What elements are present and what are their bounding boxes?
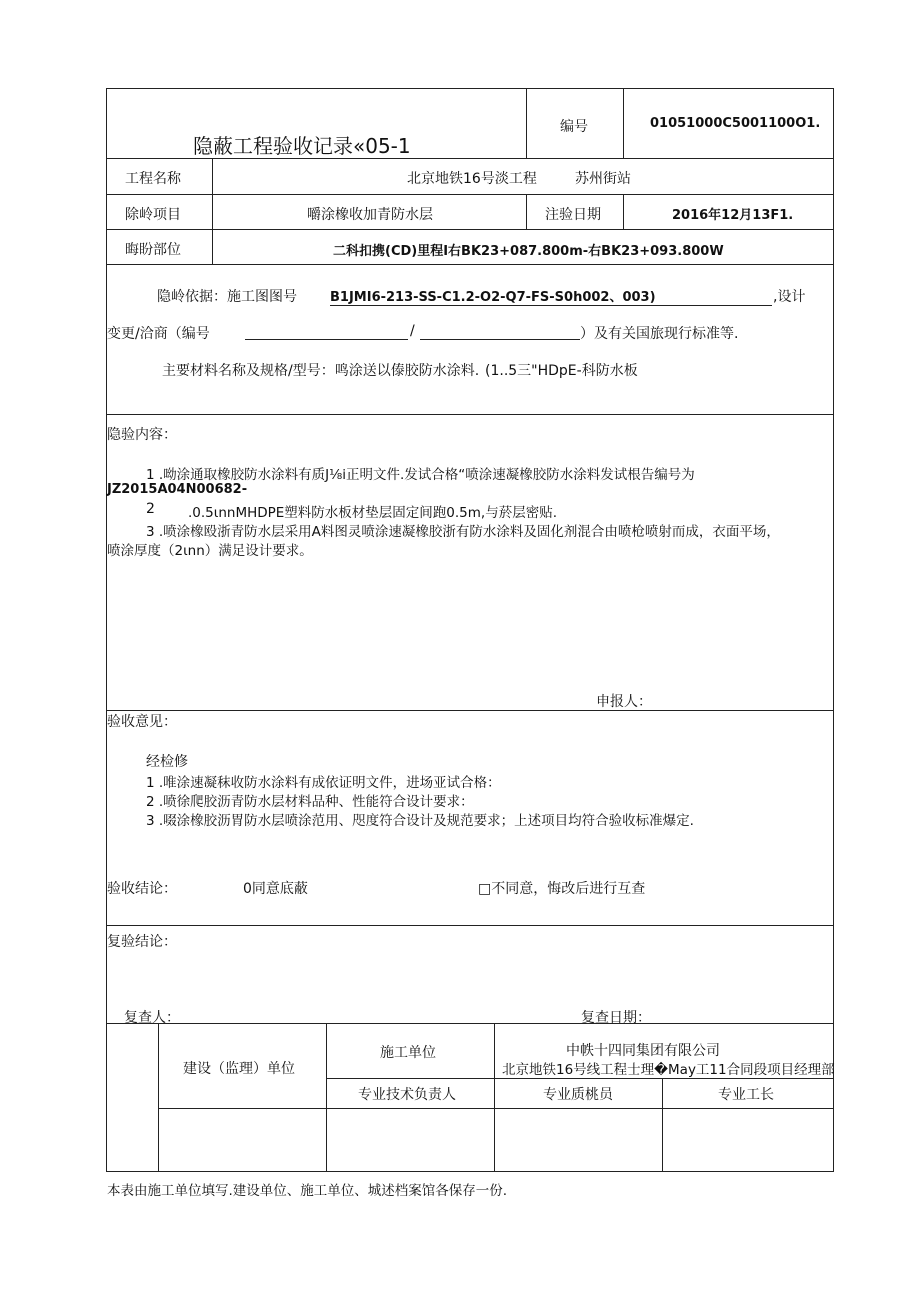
page-title: 隐蔽工程验收记录«05-1: [193, 134, 411, 158]
drawing-number-text: B1JMI6-213-SS-C1.2-O2-Q7-FS-S0h002、003): [330, 286, 772, 306]
recheck-label: 复验结论：: [107, 934, 177, 950]
opinion-label: 验收意见：: [107, 714, 177, 730]
footer-note: 本表由施工单位填写.建设单位、施工单位、城述档案馆各保存一份.: [107, 1183, 508, 1199]
owner-unit-label: 建设（监理）单位: [183, 1061, 295, 1077]
date-label: 注验日期: [545, 207, 601, 223]
content-item-2-number: 2: [146, 501, 155, 517]
date-value: 2016年12月13F1.: [672, 208, 794, 223]
project-name-value: 北京地铁16号淡工程: [407, 171, 537, 187]
content-item-1: 1 .呦涂通取橡胶防水涂料有质J⅛i正明文件.发试合格“喷涂速凝橡胶防水涂料发试根告编号为: [146, 467, 695, 483]
opinion-item-2: 2 .喷徐爬胶沥青防水层材料品种、性能符合设计要求：: [146, 794, 474, 810]
constructor-unit-label: 施工单位: [380, 1045, 436, 1061]
design-suffix: ,设计: [773, 289, 806, 305]
company-name-line-1: 中帙十四同集团有限公司: [566, 1043, 720, 1059]
location-label: 晦盼部位: [125, 242, 181, 258]
change-prefix: 变更/洽商（编号: [107, 326, 210, 342]
change-number-blank-2: [420, 322, 580, 340]
opinion-item-1: 1 .唯涂速凝秣收防水涂料有成依证明文件，进场亚试合格：: [146, 775, 501, 791]
drawing-number: [330, 286, 772, 306]
foreman-label: 专业工长: [718, 1087, 774, 1103]
item-label: 除岭项目: [125, 207, 181, 223]
number-value: 01051000C5001100O1.: [650, 116, 821, 131]
opinion-item-3: 3 .啜涂橡胶沥胃防水层喷涂范用、咫度符合设计及规范要求；上述项目均符合验收标准爆定.: [146, 813, 694, 829]
project-name-label: 工程名称: [125, 171, 181, 187]
conclusion-label: 验收结论：: [107, 881, 177, 897]
content-item-3: 3 .喷涂橡殴浙青防水层采用A料图灵喷涂速凝橡胶浙有防水涂料及固化剂混合由喷枪喷射而成，衣面平场，: [146, 524, 780, 540]
tech-lead-label: 专业技术负责人: [358, 1087, 456, 1103]
company-name-line-2: 北京地铁16号线工程士理�May工11合同段项目经理部: [502, 1062, 835, 1078]
location-value: 二科扣携(CD)里程I右BK23+087.800m-右BK23+093.800W: [333, 244, 724, 259]
content-item-1-report-no: JZ2015A04N00682-: [107, 482, 248, 497]
materials-value: (1..5三"HDpE-科防水板: [485, 363, 638, 379]
reporter-label: 申报人：: [596, 694, 652, 710]
station-name: 苏州街站: [575, 171, 631, 187]
number-label: 编号: [560, 119, 588, 135]
disagree-option: □不同意，悔改后进行互查: [478, 881, 646, 897]
item-value: 嚼涂橡收加青防水层: [307, 207, 433, 223]
change-suffix: ）及有关国旅现行标准等.: [580, 326, 739, 342]
materials-label: 主要材料名称及规格/型号：鸣涂送以傣胶防水涂料.: [162, 363, 480, 379]
recheck-person-label: 复查人：: [124, 1010, 180, 1026]
agree-option: 0同意底蔽: [243, 881, 308, 897]
quality-inspector-label: 专业质桃员: [543, 1087, 613, 1103]
change-number-blank-1: [245, 322, 408, 340]
opinion-intro: 经检修: [146, 754, 188, 770]
content-item-3-cont: 喷涂厚度（2ιnn）满足设计要求。: [107, 543, 313, 559]
recheck-date-label: 复查日期：: [581, 1010, 651, 1026]
basis-label: 隐岭依据：施工图图号: [157, 289, 297, 305]
content-label: 隐验内容：: [107, 427, 177, 443]
content-item-2: .0.5ιnnMHDPE塑料防水板材垫层固定间跑0.5m,与菸层密贴.: [188, 505, 558, 521]
change-slash: /: [410, 323, 415, 339]
